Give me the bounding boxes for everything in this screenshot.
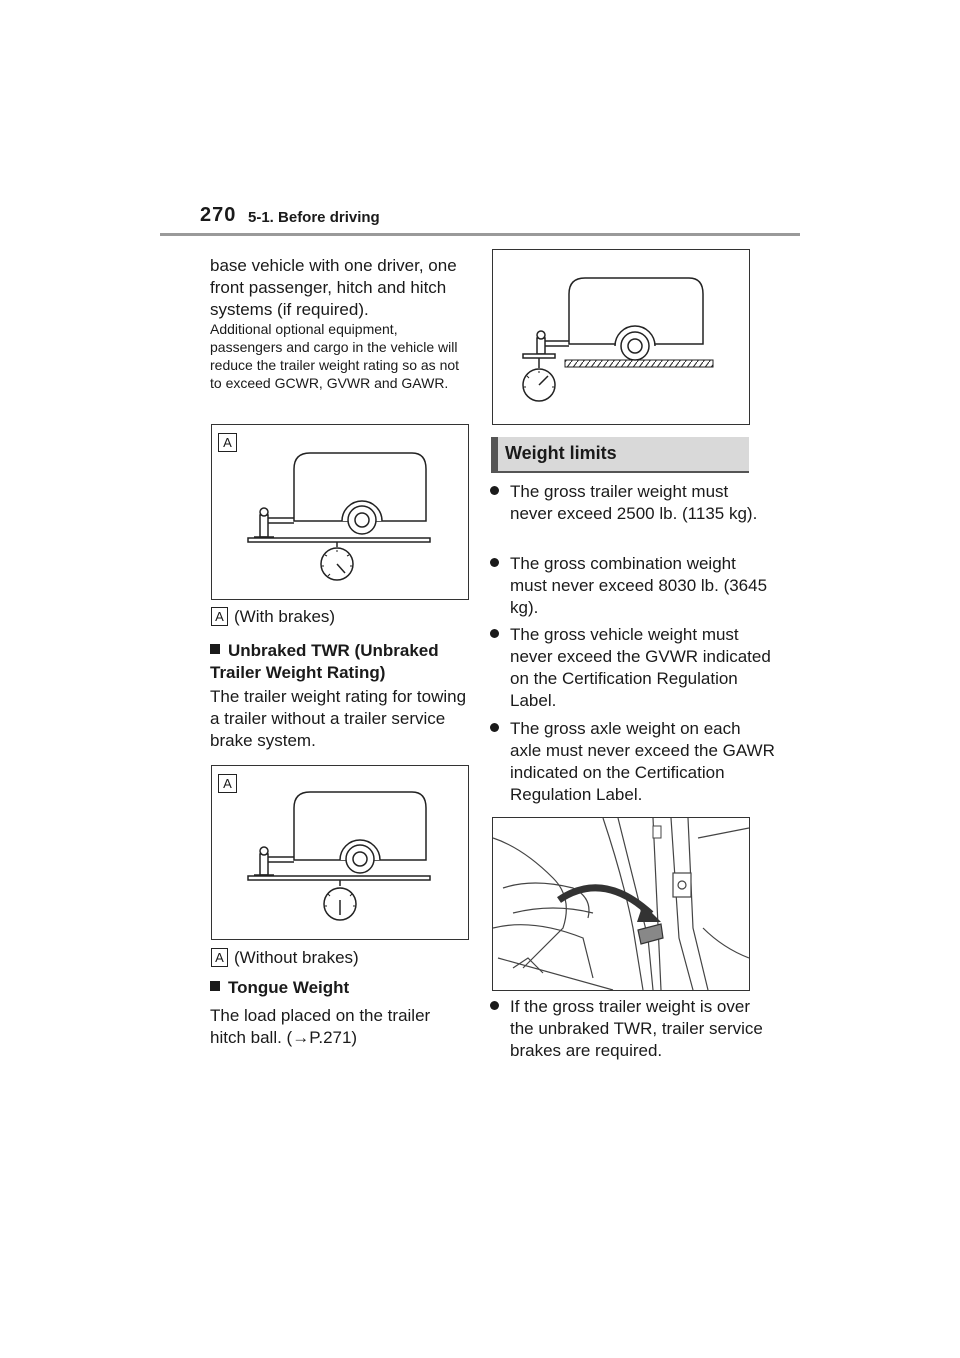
trailer-scale-diagram — [212, 766, 468, 939]
caption-label: A — [211, 948, 228, 967]
bullet-text: If the gross trailer weight is over the unbraked TWR, trailer service brakes are required. — [510, 997, 763, 1060]
bullet-text: The gross combination weight must never exceed 8030 lb. (3645 kg). — [510, 554, 768, 617]
figure-without-brakes — [211, 765, 469, 940]
door-pillar-illustration — [493, 818, 749, 990]
section-title: 5-1. Before driving — [248, 209, 380, 226]
bullet-item — [490, 481, 772, 525]
bullet-item — [490, 624, 772, 712]
bullet-dot-icon — [490, 723, 499, 732]
bullet-text: The gross trailer weight must never exceed 2500 lb. (1135 kg). — [510, 482, 758, 523]
heading-tongue-weight — [210, 977, 472, 999]
bullet-dot-icon — [490, 486, 499, 495]
square-bullet-icon — [210, 644, 220, 654]
trailer-tongue-scale-diagram — [493, 250, 749, 424]
bullet-item — [490, 996, 772, 1062]
figure-certification-label-location — [492, 817, 750, 991]
figure-caption-with-brakes — [211, 606, 335, 628]
figure-label: A — [218, 433, 237, 452]
figure-with-brakes — [211, 424, 469, 600]
note-paragraph: Additional optional equipment, passengers and cargo in the vehicle will reduce the trailer weight rating so as not to exceed GCWR, GVWR and GAWR. — [210, 321, 460, 391]
heading-tongue-text: Tongue Weight — [228, 978, 350, 997]
header-underline — [491, 471, 749, 473]
figure-tongue-weight — [492, 249, 750, 425]
weight-limits-title: Weight limits — [505, 443, 617, 463]
heading-unbraked-text: Unbraked TWR (Unbraked Trailer Weight Rating) — [210, 641, 439, 682]
header-rule — [160, 233, 800, 236]
page-number: 270 — [200, 204, 237, 226]
square-bullet-icon — [210, 981, 220, 991]
weight-limits-header — [491, 437, 749, 471]
caption-label: A — [211, 607, 228, 626]
caption-text: (With brakes) — [234, 607, 336, 626]
unbraked-paragraph: The trailer weight rating for towing a trailer without a trailer service brake system. — [210, 687, 467, 750]
caption-text: (Without brakes) — [234, 948, 359, 967]
trailer-scale-diagram — [212, 425, 468, 599]
heading-unbraked-twr — [210, 640, 472, 684]
intro-paragraph: base vehicle with one driver, one front passenger, hitch and hitch systems (if required). — [210, 256, 457, 319]
bullet-dot-icon — [490, 1001, 499, 1010]
bullet-dot-icon — [490, 558, 499, 567]
header-accent-bar — [491, 437, 498, 471]
tongue-paragraph: The load placed on the trailer hitch ball. (→P.271) — [210, 1006, 431, 1047]
bullet-text: The gross axle weight on each axle must never exceed the GAWR indicated on the Certification Regulation Label. — [510, 719, 775, 804]
bullet-item — [490, 718, 776, 806]
figure-label: A — [218, 774, 237, 793]
bullet-text: The gross vehicle weight must never exceed the GVWR indicated on the Certification Regulation Label. — [510, 625, 771, 710]
bullet-dot-icon — [490, 629, 499, 638]
bullet-item — [490, 553, 772, 619]
figure-caption-without-brakes — [211, 947, 359, 969]
